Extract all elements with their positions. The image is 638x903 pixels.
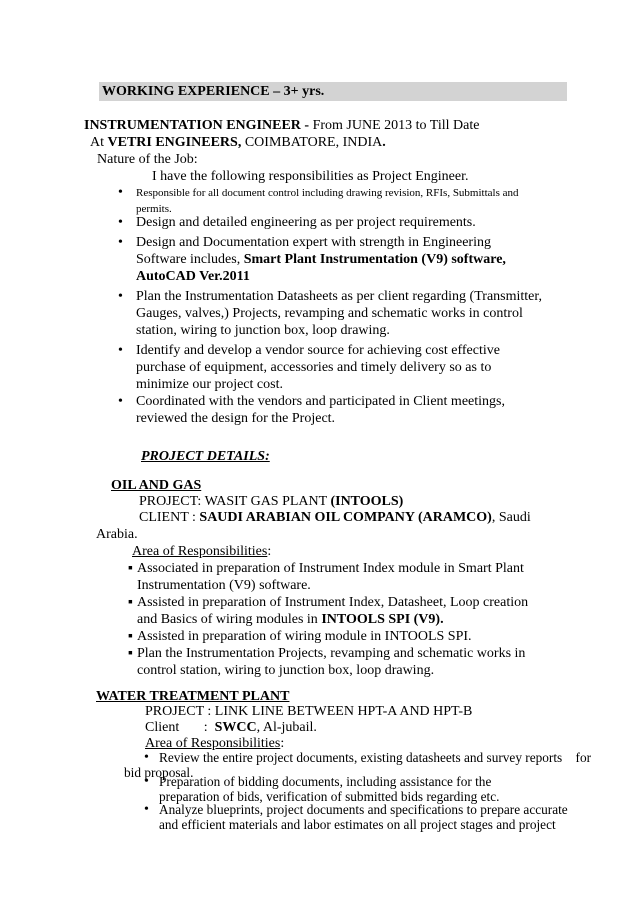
oil-area-heading: Area of Responsibilities <box>132 544 268 559</box>
small-bullet-icon: ▪ <box>128 646 133 661</box>
small-bullet-icon: ▪ <box>128 595 133 610</box>
job-intro: I have the following responsibilities as Project Engineer. <box>152 169 469 184</box>
oil-item-3: Assisted in preparation of wiring module in INTOOLS SPI. <box>137 629 472 644</box>
bullet-icon <box>118 184 123 201</box>
job-title <box>84 117 479 134</box>
working-experience-heading: WORKING EXPERIENCE – 3+ yrs. <box>102 84 325 99</box>
bullet-icon <box>118 234 123 251</box>
job-location-dot: . <box>382 135 386 150</box>
water-client-line <box>145 719 317 736</box>
job-title-role: INSTRUMENTATION ENGINEER - <box>84 118 310 133</box>
job-nature-label: Nature of the Job: <box>97 152 198 167</box>
water-item-2-line-2: preparation of bids, verification of submitted bids regarding etc. <box>159 789 500 804</box>
water-client-location: , Al-jubail. <box>256 720 317 735</box>
bullet-icon <box>144 801 149 818</box>
oil-client-name: SAUDI ARABIAN OIL COMPANY (ARAMCO) <box>199 510 492 525</box>
oil-item-2-line-1: Assisted in preparation of Instrument Index, Datasheet, Loop creation <box>137 595 529 610</box>
oil-area-colon: : <box>267 544 272 559</box>
water-item-1-line-2: bid proposal. <box>124 765 194 780</box>
job-bullet-4-line-1: Plan the Instrumentation Datasheets as per client regarding (Transmitter, <box>136 289 542 304</box>
oil-item-2-line-2 <box>137 611 444 628</box>
bullet-icon <box>118 214 123 231</box>
bullet-icon <box>118 342 123 359</box>
job-bullet-6-line-1: Coordinated with the vendors and participated in Client meetings, <box>136 394 505 409</box>
oil-item-2-text: and Basics of wiring modules in <box>137 612 322 627</box>
oil-item-1-line-1: Associated in preparation of Instrument Index module in Smart Plant <box>137 561 524 576</box>
job-bullet-5-line-2: purchase of equipment, accessories and timely delivery so as to <box>136 360 492 375</box>
water-item-1-line-1: Review the entire project documents, existing datasheets and survey reports for <box>159 750 592 765</box>
oil-project-tool: (INTOOLS) <box>330 494 404 509</box>
job-bullet-1-line-2: permits. <box>136 203 172 215</box>
bullet-icon <box>144 773 149 790</box>
water-client-label: Client : <box>145 720 215 735</box>
oil-client-country-cont: Arabia. <box>96 527 138 542</box>
job-company-line <box>90 134 386 151</box>
oil-project-line <box>139 493 403 510</box>
job-bullet-5-line-3: minimize our project cost. <box>136 377 283 392</box>
small-bullet-icon: ▪ <box>128 629 133 644</box>
small-bullet-icon: ▪ <box>128 561 133 576</box>
job-bullet-4-line-3: station, wiring to junction box, loop drawing. <box>136 323 390 338</box>
water-heading: WATER TREATMENT PLANT <box>96 689 290 704</box>
water-item-3-line-2: and efficient materials and labor estimates on all project stages and project <box>159 817 556 832</box>
job-at: At <box>90 135 108 150</box>
water-item-3-line-1: Analyze blueprints, project documents and specifications to prepare accurate <box>159 802 568 817</box>
water-client-name: SWCC <box>214 720 257 735</box>
job-bullet-3-software: Smart Plant Instrumentation (V9) software, <box>243 252 506 267</box>
water-item-2-line-1: Preparation of bidding documents, including assistance for the <box>159 774 492 789</box>
water-area-heading: Area of Responsibilities <box>145 736 281 751</box>
job-bullet-3-software-label: Software includes, <box>136 252 244 267</box>
job-bullet-1-line-1: Responsible for all document control including drawing revision, RFIs, Submittals and <box>136 187 519 199</box>
job-bullet-4-line-2: Gauges, valves,) Projects, revamping and schematic works in control <box>136 306 523 321</box>
oil-item-2-tool: INTOOLS SPI (V9). <box>321 612 444 627</box>
bullet-icon <box>118 288 123 305</box>
job-location: COIMBATORE, INDIA <box>241 135 383 150</box>
job-title-dates: From JUNE 2013 to Till Date <box>309 118 480 133</box>
job-bullet-5-line-1: Identify and develop a vendor source for achieving cost effective <box>136 343 500 358</box>
job-bullet-3-line-1: Design and Documentation expert with strength in Engineering <box>136 235 491 250</box>
oil-item-4-line-1: Plan the Instrumentation Projects, revamping and schematic works in <box>137 646 526 661</box>
job-bullet-2: Design and detailed engineering as per project requirements. <box>136 215 476 230</box>
job-bullet-6-line-2: reviewed the design for the Project. <box>136 411 336 426</box>
bullet-icon <box>118 393 123 410</box>
job-bullet-3-line-2 <box>136 251 506 268</box>
project-details-heading: PROJECT DETAILS: <box>141 449 270 464</box>
oil-client-line <box>139 509 531 526</box>
oil-gas-heading: OIL AND GAS <box>111 478 202 493</box>
oil-client-label: CLIENT : <box>139 510 200 525</box>
oil-item-1-line-2: Instrumentation (V9) software. <box>137 578 311 593</box>
oil-client-country: , Saudi <box>491 510 531 525</box>
water-area-colon: : <box>280 736 285 751</box>
job-bullet-3-line-3: AutoCAD Ver.2011 <box>136 269 250 284</box>
oil-area-line <box>132 543 271 560</box>
water-project: PROJECT : LINK LINE BETWEEN HPT-A AND HPT-B <box>145 704 473 719</box>
oil-project-name: PROJECT: WASIT GAS PLANT <box>139 494 331 509</box>
job-company: VETRI ENGINEERS, <box>107 135 242 150</box>
bullet-icon <box>144 749 149 766</box>
oil-item-4-line-2: control station, wiring to junction box, loop drawing. <box>137 663 435 678</box>
